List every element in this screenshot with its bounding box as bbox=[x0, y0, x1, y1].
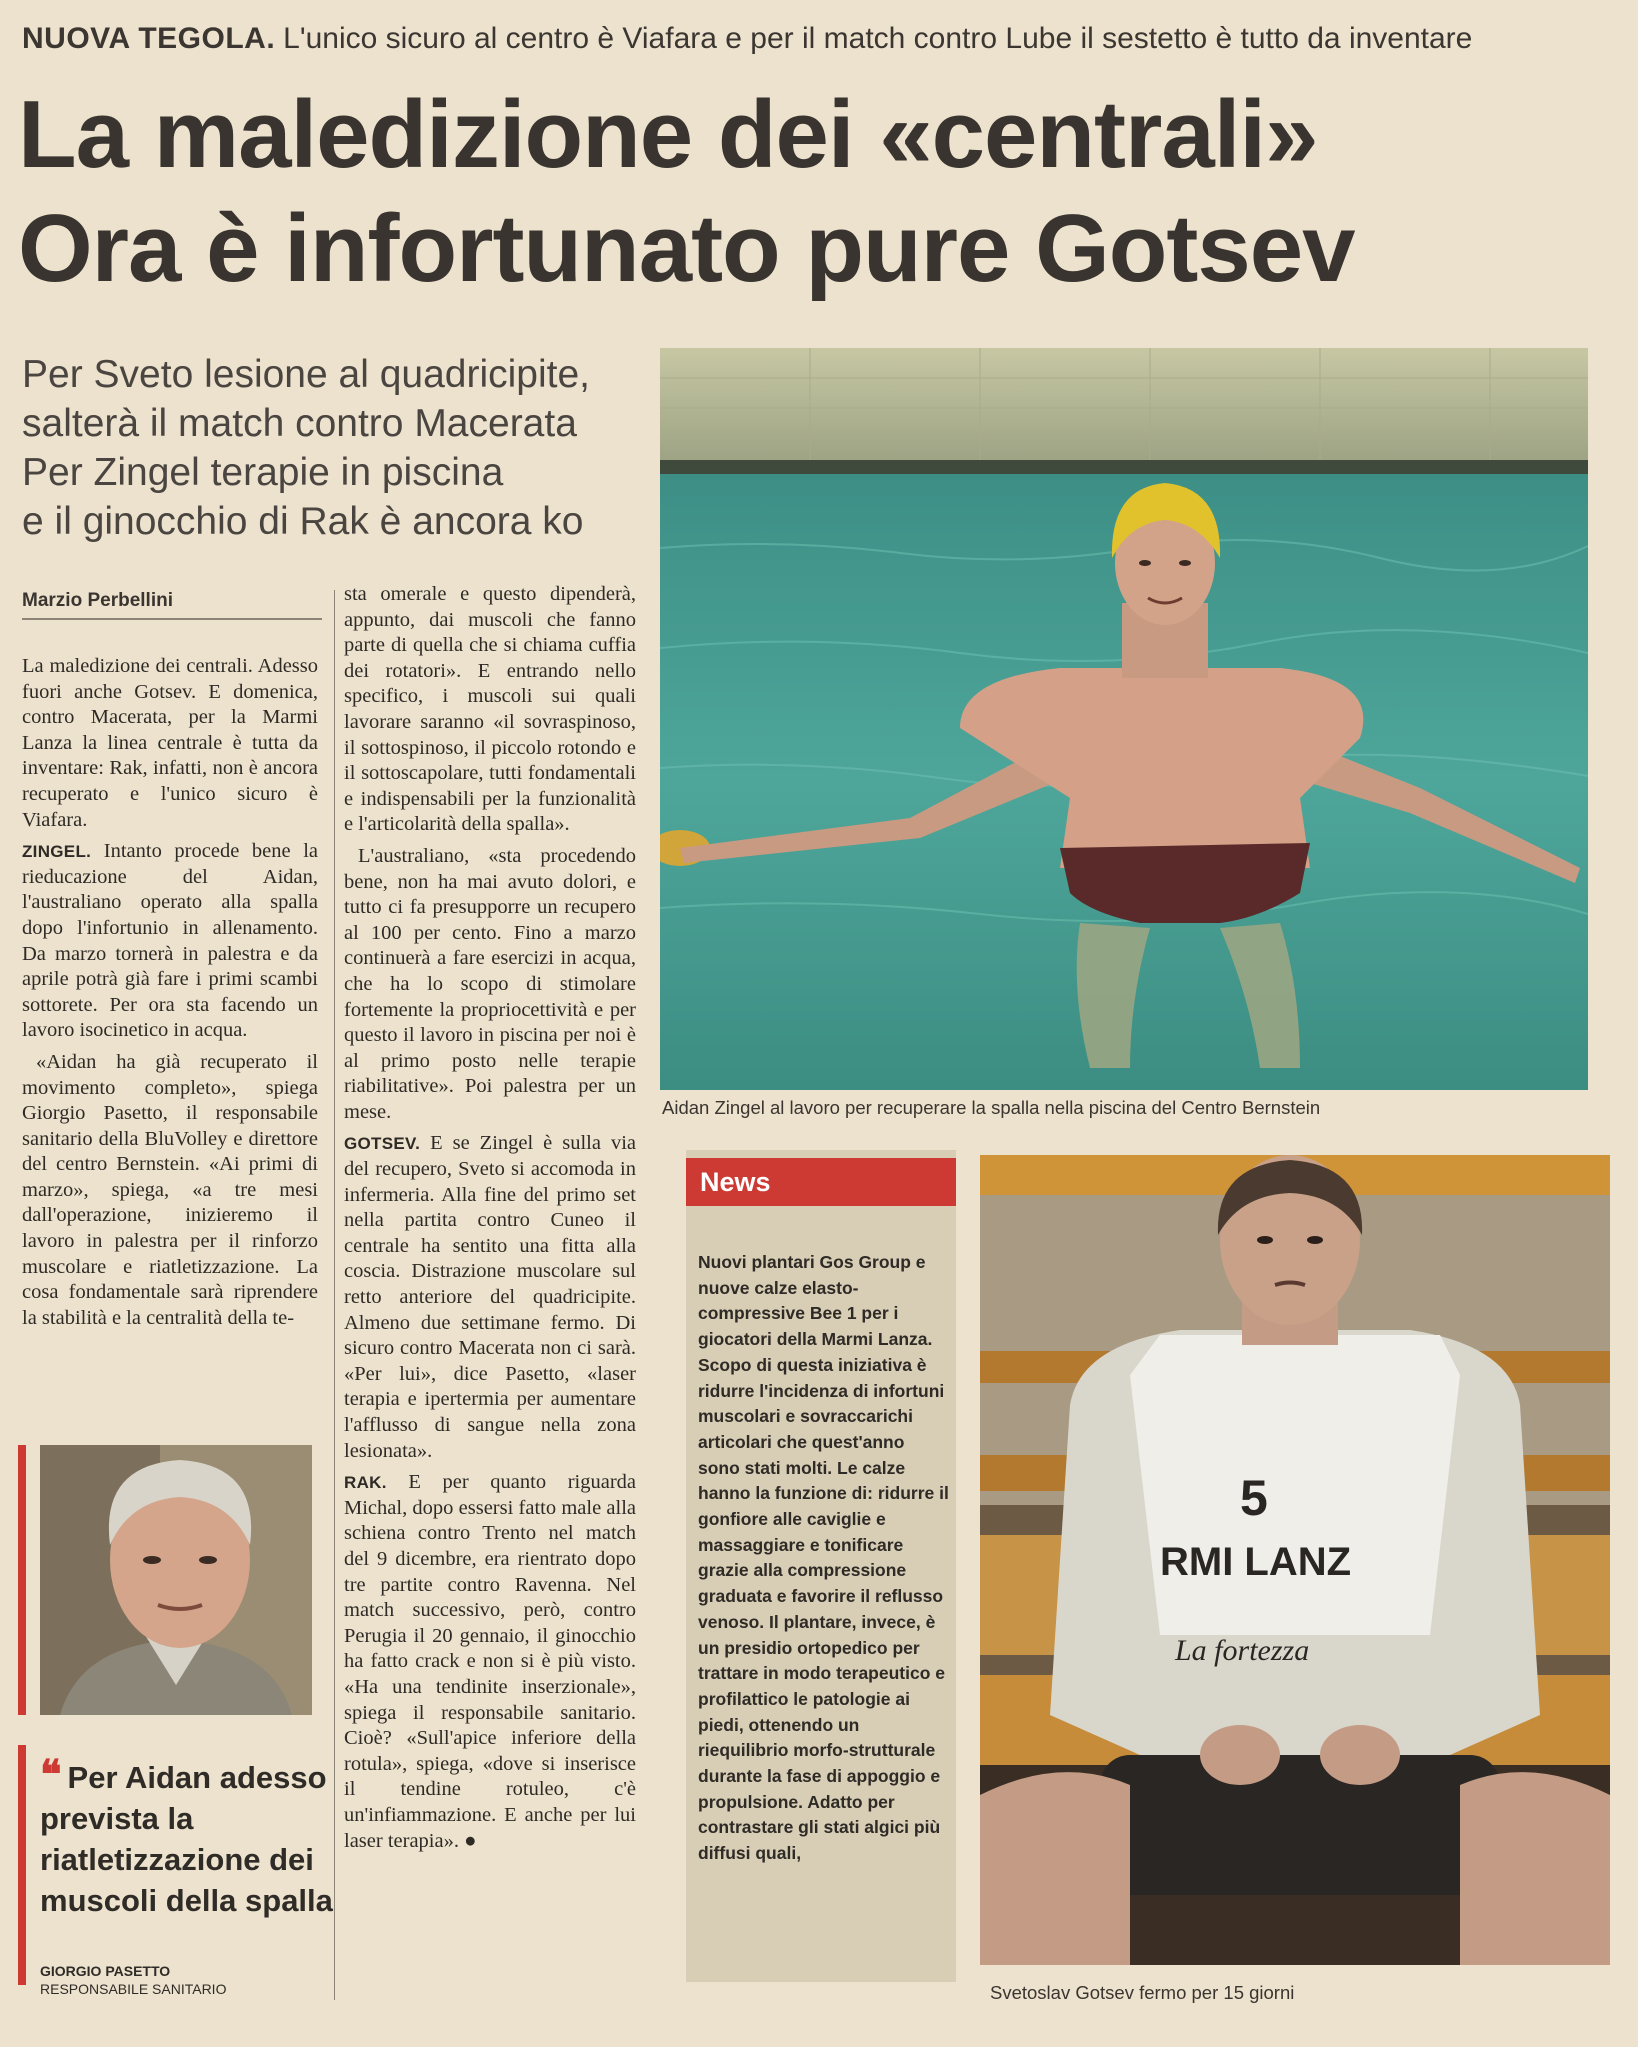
subhead-line-3: Per Zingel terapie in piscina bbox=[22, 451, 504, 494]
pool-photo bbox=[660, 348, 1588, 1090]
article-paragraph: Intanto procede bene la rieducazione del Aidan, l'australiano operato alla spalla dopo l'infortunio in allenamento. Da marzo tornerà in palestra e da aprile potrà già fare i primi scambi sottorete. Per ora sta facendo un lavoro isocinetico in acqua. bbox=[22, 840, 319, 1042]
portrait-accent-bar bbox=[18, 1445, 26, 1715]
byline: Marzio Perbellini bbox=[22, 590, 173, 611]
quote-accent-bar bbox=[18, 1745, 26, 1985]
subhead-line-2: salterà il match contro Macerata bbox=[22, 402, 577, 445]
article-paragraph: L'australiano, «sta procedendo bene, non ha mai avuto dolori, e tutto ci fa presupporre un recupero al 100 per cento. Fino a marzo continuerà a fare esercizi in acqua, che ha lo scopo di stimolare fortemente la propriocettività e per questo il lavoro in piscina per noi è al primo posto nelle terapie riabilitative». Poi palestra per un mese. bbox=[344, 844, 636, 1123]
byline-rule bbox=[22, 618, 322, 620]
quote-author-role: RESPONSABILE SANITARIO bbox=[40, 1981, 227, 1997]
headline-line-2: Ora è infortunato pure Gotsev bbox=[18, 195, 1355, 302]
portrait-photo bbox=[40, 1445, 312, 1715]
kicker-label: NUOVA TEGOLA. bbox=[22, 22, 276, 55]
quote-mark-icon: ❝ bbox=[40, 1753, 62, 1797]
headline-line-1: La maledizione dei «centrali» bbox=[18, 81, 1318, 188]
pool-photo-image bbox=[660, 348, 1588, 1090]
portrait-photo-image bbox=[40, 1445, 312, 1715]
kicker-text: L'unico sicuro al centro è Viafara e per il match contro Lube il sestetto è tutto da inventare bbox=[283, 22, 1473, 55]
subhead-line-1: Per Sveto lesione al quadricipite, bbox=[22, 353, 590, 396]
end-mark: ● bbox=[464, 1829, 477, 1852]
article-paragraph: «Aidan ha già recuperato il movimento completo», spiega Giorgio Pasetto, il responsabile sanitario della BluVolley e direttore del centro Bernstein. «Ai primi di marzo», spiega, «a tre mesi dall'operazione, inizieremo il lavoro in palestra per il rinforzo muscolare e riatletizzazione. La cosa fondamentale sarà riprendere la stabilità e la centralità della te- bbox=[22, 1050, 318, 1329]
article-paragraph: sta omerale e questo dipenderà, appunto, dai muscoli che fanno parte di quella che si chiama cuffia dei rotatori». E entrando nello specifico, i muscoli sui quali lavorare saranno «il sovraspinoso, il sottospinoso, il piccolo rotondo e il sottoscapolare, tutti fondamentali e indispensabili per la funzionalità e l'articolarità della spalla». bbox=[344, 583, 636, 836]
article-paragraph: E per quanto riguarda Michal, dopo essersi fatto male alla schiena contro Trento nel match del 9 dicembre, era rientrato dopo tre partite contro Ravenna. Nel match successivo, però, contro Perugia il 20 gennaio, il ginocchio ha fatto crack e non si è più visto. «Ha una tendinite inserzionale», spiega il responsabile sanitario. Cioè? «Sull'apice inferiore della rotula», spiega, «dove si inserisce il tendine rotuleo, c'è un'infiammazione. E anche per lui laser terapia». bbox=[344, 1471, 636, 1852]
player-photo bbox=[980, 1155, 1610, 1965]
article-column-1 bbox=[22, 654, 318, 1337]
jersey-number: 5 bbox=[1240, 1470, 1268, 1526]
section-label-rak: RAK. bbox=[344, 1473, 387, 1493]
article-paragraph: E se Zingel è sulla via del recupero, Sveto si accomoda in infermeria. Alla fine del primo set nella partita contro Cuneo il centrale ha sentito una fitta alla coscia. Distrazione muscolare sul retto anteriore del quadricipite. Almeno due settimane fermo. Di sicuro contro Macerata non ci sarà. «Per lui», dice Pasetto, «laser terapia e ipertermia per aumentare l'afflusso di sangue nella zona lesionata». bbox=[344, 1132, 636, 1462]
news-text: Nuovi plantari Gos Group e nuove calze elasto-compressive Bee 1 per i giocatori della Marmi Lanza. Scopo di questa iniziativa è ridurre l'incidenza di infortuni muscolari e sovraccarichi articolari che quest'anno sono stati molti. Le calze hanno la funzione di: ridurre il gonfiore alle caviglie e massaggiare e tonificare grazie alla compressione graduata e favorire il reflusso venoso. Il plantare, invece, è un presidio ortopedico per trattare in modo terapeutico e profilattico le patologie ai piedi, ottenendo un riequilibrio morfo-strutturale durante la fase di appoggio e propulsione. Adatto per contrastare gli stati algici più diffusi quali, bbox=[698, 1252, 949, 1864]
kicker bbox=[22, 22, 1622, 56]
player-photo-image bbox=[980, 1155, 1610, 1965]
quote-text: Per Aidan adesso prevista la riatletizzazione dei muscoli della spalla bbox=[40, 1760, 333, 1918]
subhead-line-4: e il ginocchio di Rak è ancora ko bbox=[22, 500, 584, 543]
quote-author-name: GIORGIO PASETTO bbox=[40, 1963, 171, 1979]
article-paragraph: La maledizione dei centrali. Adesso fuori anche Gotsev. E domenica, contro Macerata, per la Marmi Lanza la linea centrale è tutta da inventare: Rak, infatti, non è ancora recuperato e l'unico sicuro è Viafara. bbox=[22, 655, 318, 831]
pool-photo-caption: Aidan Zingel al lavoro per recuperare la spalla nella piscina del Centro Bernstein bbox=[662, 1097, 1321, 1118]
article-column-2 bbox=[344, 582, 636, 1860]
jersey-text-slogan: La fortezza bbox=[1175, 1634, 1310, 1667]
player-photo-caption: Svetoslav Gotsev fermo per 15 giorni bbox=[990, 1982, 1295, 2003]
subheadline bbox=[22, 350, 642, 546]
news-header: News bbox=[686, 1158, 956, 1206]
headline bbox=[18, 78, 1618, 306]
section-label-zingel: ZINGEL. bbox=[22, 842, 92, 862]
jersey-text-sponsor: RMI LANZ bbox=[1160, 1540, 1352, 1584]
section-label-gotsev: GOTSEV. bbox=[344, 1134, 421, 1154]
